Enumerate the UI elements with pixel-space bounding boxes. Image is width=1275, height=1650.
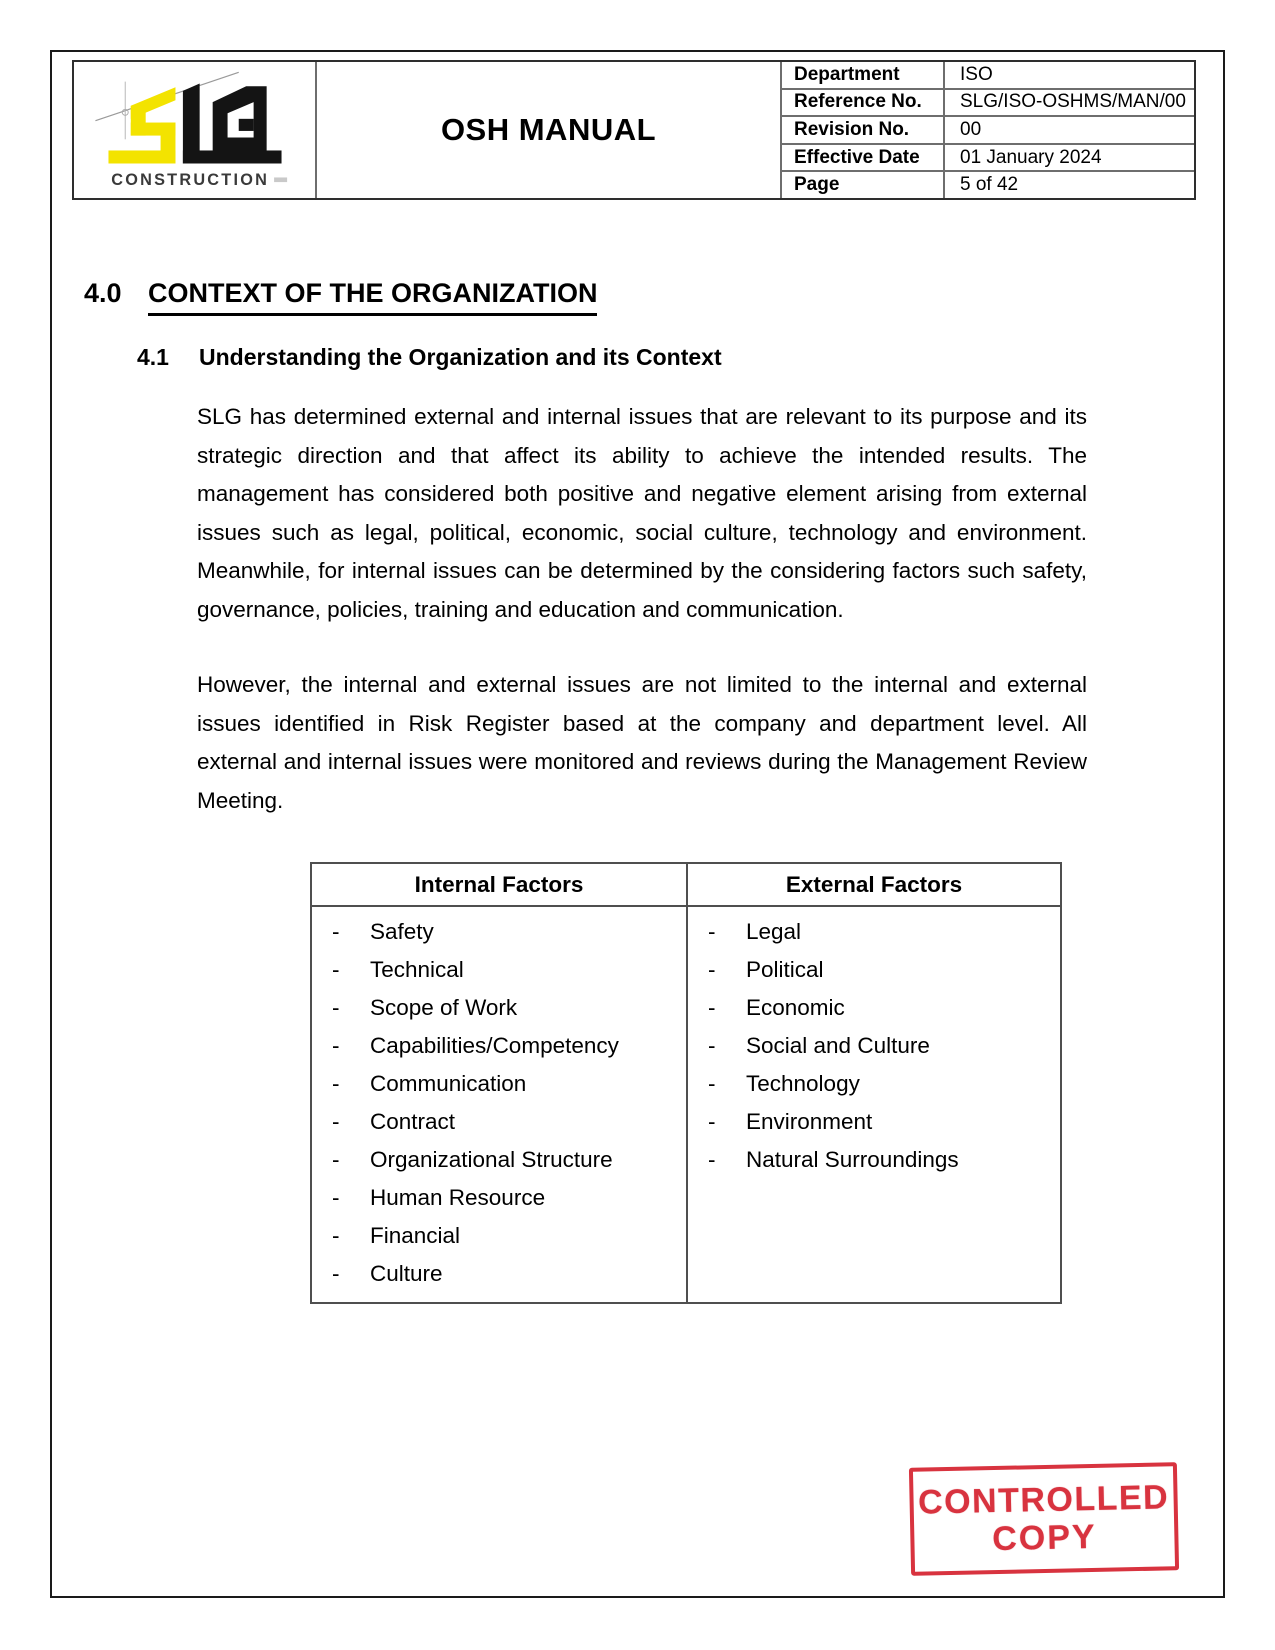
list-dash-bullet: - bbox=[708, 957, 716, 982]
list-dash-bullet: - bbox=[332, 995, 340, 1020]
list-dash-bullet: - bbox=[708, 919, 716, 944]
meta-value: 00 bbox=[960, 118, 982, 140]
factor-list-item bbox=[688, 989, 1060, 1027]
factor-label: Social and Culture bbox=[746, 1033, 930, 1058]
factor-label: Political bbox=[746, 957, 824, 982]
factor-label: Contract bbox=[370, 1109, 456, 1134]
meta-row-department bbox=[782, 62, 1194, 90]
slg-construction-logo-icon bbox=[88, 64, 302, 196]
factor-label: Legal bbox=[746, 919, 802, 944]
factor-list-item bbox=[312, 1179, 686, 1217]
meta-value: ISO bbox=[960, 63, 993, 85]
list-dash-bullet: - bbox=[332, 957, 340, 982]
factors-table bbox=[310, 862, 1062, 1304]
internal-factors-header: Internal Factors bbox=[312, 864, 686, 907]
meta-value: 01 January 2024 bbox=[960, 146, 1102, 168]
factor-list-item bbox=[312, 951, 686, 989]
factor-label: Technology bbox=[746, 1071, 860, 1096]
factor-label: Natural Surroundings bbox=[746, 1147, 959, 1172]
list-dash-bullet: - bbox=[708, 1147, 716, 1172]
meta-label: Page bbox=[782, 172, 945, 198]
company-logo bbox=[74, 62, 317, 198]
factor-list-item bbox=[312, 1065, 686, 1103]
factor-label: Technical bbox=[370, 957, 464, 982]
factor-label: Organizational Structure bbox=[370, 1147, 613, 1172]
factor-list-item bbox=[312, 913, 686, 951]
meta-row-reference-no bbox=[782, 90, 1194, 118]
meta-label: Revision No. bbox=[782, 117, 945, 143]
list-dash-bullet: - bbox=[332, 1147, 340, 1172]
document-header-table bbox=[72, 60, 1196, 200]
factor-list-item bbox=[688, 913, 1060, 951]
body-paragraph-2: However, the internal and external issues are not limited to the internal and external issues identified in Risk Register based at the company and department level. All external and internal issues were monitored and reviews during the Management Review Meeting. bbox=[197, 672, 1087, 813]
list-dash-bullet: - bbox=[708, 1033, 716, 1058]
section-title: CONTEXT OF THE ORGANIZATION bbox=[148, 278, 597, 316]
factor-list-item bbox=[688, 951, 1060, 989]
factor-list-item bbox=[312, 1027, 686, 1065]
stamp-line-1: CONTROLLED bbox=[917, 1478, 1170, 1522]
meta-value: 5 of 42 bbox=[960, 174, 1019, 196]
meta-row-effective-date bbox=[782, 145, 1194, 173]
page-border-frame bbox=[50, 50, 1225, 1598]
factor-label: Capabilities/Competency bbox=[370, 1033, 619, 1058]
factor-label: Economic bbox=[746, 995, 845, 1020]
meta-value: SLG/ISO-OSHMS/MAN/00 bbox=[960, 91, 1186, 113]
factor-list-item bbox=[312, 1103, 686, 1141]
logo-letter-s bbox=[108, 87, 175, 163]
list-dash-bullet: - bbox=[332, 1185, 340, 1210]
logo-wordmark: CONSTRUCTION bbox=[110, 170, 269, 189]
meta-row-revision-no bbox=[782, 117, 1194, 145]
controlled-copy-stamp bbox=[909, 1462, 1179, 1576]
body-paragraph-1: SLG has determined external and internal issues that are relevant to its purpose and its strategic direction and that affect its ability to achieve the intended results. The management has considered both positive and negative element arising from external issues such as legal, political, economic, social culture, technology and environment. Meanwhile, for internal issues can be determined by the considering factors such safety, governance, policies, training and education and communication. bbox=[197, 404, 1087, 622]
factor-list-item bbox=[312, 1255, 686, 1293]
external-factors-header: External Factors bbox=[688, 864, 1060, 907]
factor-list-item bbox=[312, 1217, 686, 1255]
stamp-line-2: COPY bbox=[991, 1517, 1097, 1559]
internal-factors-list bbox=[312, 907, 686, 1302]
factor-label: Communication bbox=[370, 1071, 527, 1096]
meta-row-page bbox=[782, 172, 1194, 198]
manual-title: OSH MANUAL bbox=[317, 62, 782, 198]
subsection-number: 4.1 bbox=[137, 344, 169, 370]
external-factors-list bbox=[688, 907, 1060, 1188]
external-factors-column bbox=[686, 864, 1060, 1302]
factor-label: Safety bbox=[370, 919, 434, 944]
factor-label: Culture bbox=[370, 1261, 443, 1286]
subsection-heading bbox=[137, 344, 722, 371]
meta-label: Effective Date bbox=[782, 145, 945, 171]
factor-label: Scope of Work bbox=[370, 995, 518, 1020]
section-heading bbox=[84, 278, 597, 316]
factor-list-item bbox=[688, 1103, 1060, 1141]
document-meta-table bbox=[782, 62, 1194, 198]
factor-list-item bbox=[312, 989, 686, 1027]
subsection-title: Understanding the Organization and its Context bbox=[199, 344, 722, 370]
list-dash-bullet: - bbox=[332, 1109, 340, 1134]
factor-list-item bbox=[312, 1141, 686, 1179]
meta-label: Department bbox=[782, 62, 945, 88]
list-dash-bullet: - bbox=[708, 995, 716, 1020]
list-dash-bullet: - bbox=[708, 1071, 716, 1096]
meta-label: Reference No. bbox=[782, 90, 945, 116]
factor-list-item bbox=[688, 1141, 1060, 1179]
section-number: 4.0 bbox=[84, 278, 122, 308]
list-dash-bullet: - bbox=[332, 1223, 340, 1248]
factor-label: Human Resource bbox=[370, 1185, 546, 1210]
list-dash-bullet: - bbox=[332, 919, 340, 944]
factor-label: Environment bbox=[746, 1109, 873, 1134]
list-dash-bullet: - bbox=[332, 1261, 340, 1286]
factor-list-item bbox=[688, 1027, 1060, 1065]
factor-label: Financial bbox=[370, 1223, 461, 1248]
factor-list-item bbox=[688, 1065, 1060, 1103]
list-dash-bullet: - bbox=[708, 1109, 716, 1134]
internal-factors-column bbox=[312, 864, 686, 1302]
logo-fine-print bbox=[274, 177, 287, 182]
list-dash-bullet: - bbox=[332, 1071, 340, 1096]
logo-letter-g bbox=[212, 86, 266, 150]
list-dash-bullet: - bbox=[332, 1033, 340, 1058]
